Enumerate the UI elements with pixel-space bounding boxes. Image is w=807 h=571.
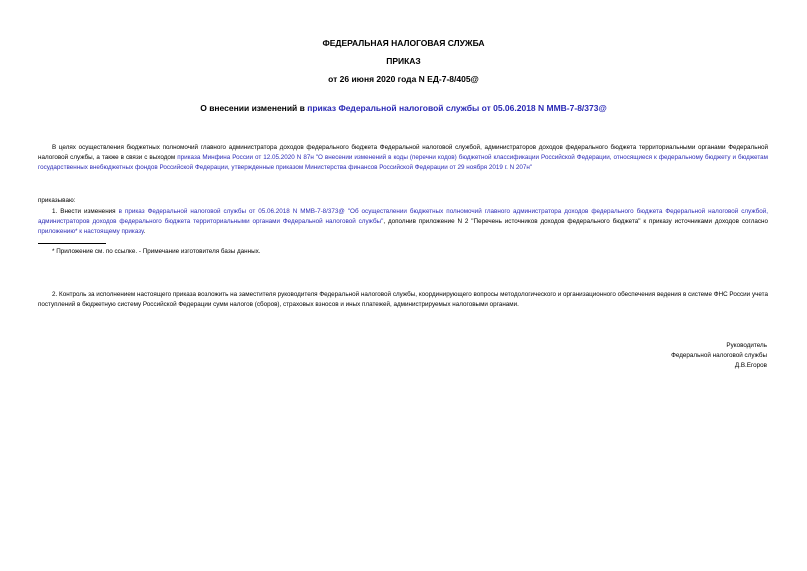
preamble-text: В целях осуществления бюджетных полномочий главного администратора доходов федерального бюджета Федеральной налоговой службой, администраторов доходов федерального бюджета территориальными органами Федеральной налоговой службы, а также в связи с выходом: [38, 144, 768, 162]
appendix-link[interactable]: приложению* к настоящему приказу: [38, 228, 144, 236]
decree-word: приказываю:: [38, 197, 76, 204]
item-2-paragraph: 2. Контроль за исполнением настоящего приказа возложить на заместителя руководителя Федеральной налоговой службы, координирующего вопросы методологического и организационного обеспечения ведения в системе ФНС России учета поступлений в бюджетную систему Российской Федерации сумм налогов (сборов), страховых взносов и иных платежей, администрируемых налоговыми органами.: [38, 291, 768, 309]
title-prefix: О внесении изменений в: [200, 103, 308, 113]
item-1-suffix: .: [143, 228, 146, 236]
signature-position: Руководитель: [726, 342, 767, 349]
document-date-number: от 26 июня 2020 года N ЕД-7-8/405@: [328, 74, 479, 84]
agency-name: ФЕДЕРАЛЬНАЯ НАЛОГОВАЯ СЛУЖБА: [322, 38, 485, 48]
preamble-paragraph: [38, 143, 768, 174]
signature-name: Д.В.Егоров: [734, 362, 767, 369]
item-1-paragraph: [38, 207, 768, 238]
footnote: * Приложение см. по ссылке. - Примечание изготовителя базы данных.: [52, 248, 261, 255]
document-title: [0, 103, 807, 113]
item-1-prefix: 1. Внести изменения: [52, 208, 119, 215]
document-type: ПРИКАЗ: [386, 56, 421, 66]
footnote-divider: [38, 243, 106, 244]
item-1-order-link[interactable]: в приказ Федеральной налоговой службы от 05.06.2018 N ММВ-7-8/373@ "Об осуществлении бюджетных полномочий главного администратора доходов федерального бюджета Федеральной налоговой службой, администраторов доходов федерального бюджета территориальными органами Федеральной налоговой службы": [38, 208, 768, 226]
title-order-link[interactable]: приказ Федеральной налоговой службы от 05.06.2018 N ММВ-7-8/373@: [307, 103, 607, 113]
minfin-order-link[interactable]: приказа Минфина России от 12.05.2020 N 87н "О внесении изменений в коды (перечни кодов) бюджетной классификации Российской Федерации, относящиеся к федеральному бюджету и бюджетам государственных внебюджетных фондов Российской Федерации, утвержденные приказом Министерства финансов Российской Федерации от 29 ноября 2019 г. N 207н": [38, 154, 768, 172]
item-1-middle: , дополнив приложение N 2 "Перечень источников доходов федерального бюджета" к приказу источниками доходов согласно: [383, 218, 769, 226]
signature-organization: Федеральной налоговой службы: [671, 352, 767, 359]
